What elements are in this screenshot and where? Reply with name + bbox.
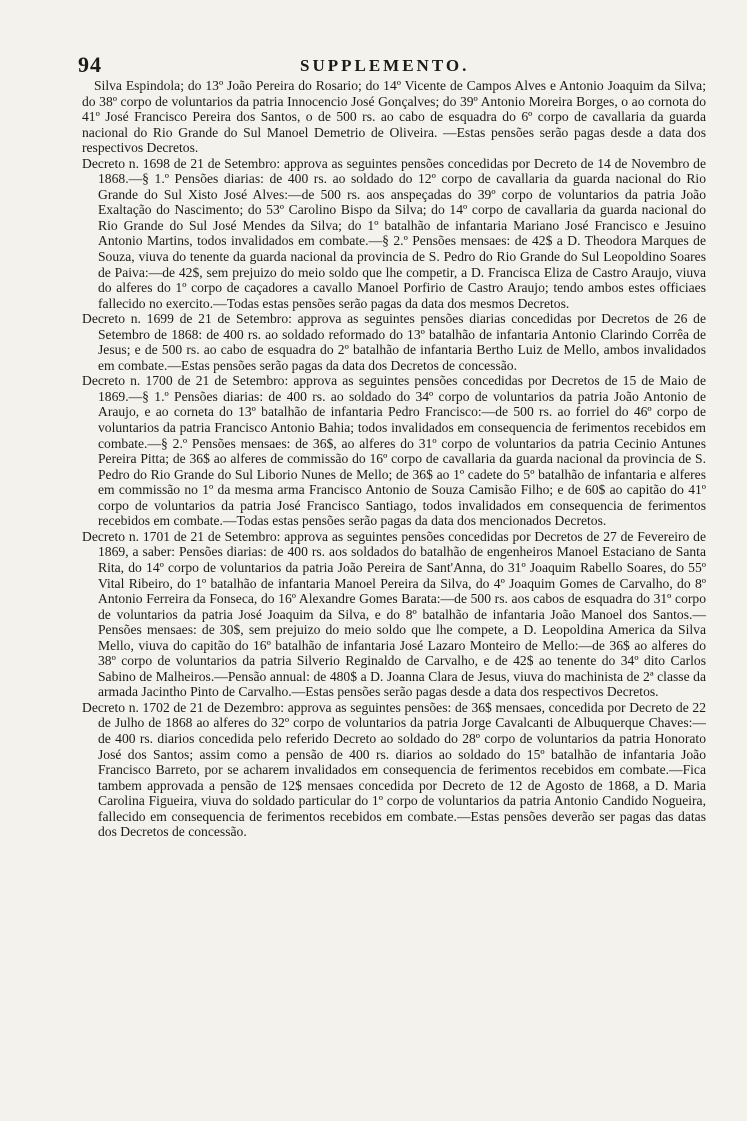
paragraph-decreto-1701: Decreto n. 1701 de 21 de Setembro: approva as seguintes pensões concedidas por Decretos de 27 de Fevereiro de 1869, a saber: Pensões diarias: de 400 rs. aos soldados do batalhão de engenheiros Manoel Estaciano de Santa Rita, do 14º corpo de voluntarios da patria João Pereira de Sant'Anna, do 31º Joaquim Rabello Soares, do 55º Vital Ribeiro, do 1º batalhão de infantaria Manoel Pereira da Silva, do 4º Joaquim Gomes de Carvalho, do 8º Antonio Ferreira da Fonseca, do 16º Alexandre Gomes Barata:—de 500 rs. aos cabos de esquadra do 31º corpo de voluntarios da patria José Joaquim da Silva, e do 8º batalhão de infantaria João Manoel dos Santos.—Pensões mensaes: de 30$, sem prejuizo do meio soldo que lhe compete, a D. Leopoldina America da Silva Mello, viuva do capitão do 16º batalhão de infantaria José Lazaro Monteiro de Mello:—de 36$ ao alferes do 38º corpo de voluntarios da patria Silverio Reginaldo de Carvalho, e de 42$ ao tenente do 34º dito Carlos Sabino de Malheiros.—Pensão annual: de 480$ a D. Joanna Clara de Jesus, viuva do machinista de 2ª classe da armada Jacintho Pinto de Carvalho.—Estas pensões serão pagas desde a data dos respectivos Decretos. [82, 528, 706, 700]
paragraph-decreto-1702: Decreto n. 1702 de 21 de Dezembro: approva as seguintes pensões: de 36$ mensaes, concedida por Decreto de 22 de Julho de 1868 ao alferes do 32º corpo de voluntarios da patria Jorge Cavalcanti de Albuquerque Chaves:—de 400 rs. diarios concedida pelo referido Decreto ao soldado do 28º corpo de voluntarios da patria Honorato José dos Santos; assim como a pensão de 400 rs. diarios ao soldado do 15º batalhão de infantaria João Francisco Barreto, por se acharem invalidados em consequencia de ferimentos recebidos em combate.—Fica tambem approvada a pensão de 12$ mensaes concedida por Decreto de 12 de Agosto de 1868, a D. Maria Carolina Figueira, viuva do soldado particular do 1º corpo de voluntarios da patria Antonio Candido Nogueira, fallecido em consequencia de ferimentos recebidos em combate.—Estas pensões deverão ser pagas das datas dos Decretos de concessão. [82, 699, 706, 840]
paragraph-decreto-1699: Decreto n. 1699 de 21 de Setembro: approva as seguintes pensões diarias concedidas por Decretos de 26 de Setembro de 1868: de 400 rs. ao soldado reformado do 13º batalhão de infantaria Antonio Clarindo Corrêa de Jesus; e de 500 rs. ao cabo de esquadra do 2º batalhão de infantaria Bertho Luiz de Mello, ambos invalidados em combate.—Estas pensões serão pagas da data dos Decretos de concessão. [82, 311, 706, 373]
paragraph-continuation: Silva Espindola; do 13º João Pereira do Rosario; do 14º Vicente de Campos Alves e Antonio Joaquim da Silva; do 38º corpo de voluntarios da patria Innocencio José Gonçalves; do 39º Antonio Moreira Borges, o ao cornota do 41º José Francisco Pereira dos Santos, o de 500 rs. ao cabo de esquadra do 6º corpo de cavallaria da guarda nacional do Rio Grande do Sul Manoel Demetrio de Oliveira. —Estas pensões serão pagas desde a data dos respectivos Decretos. [82, 78, 706, 156]
paragraph-decreto-1698: Decreto n. 1698 de 21 de Setembro: approva as seguintes pensões concedidas por Decreto de 14 de Novembro de 1868.—§ 1.º Pensões diarias: de 400 rs. ao soldado do 12º corpo de cavallaria da guarda nacional do Rio Grande do Sul Xisto José Alves:—de 500 rs. aos anspeçadas do 39º corpo de voluntarios da patria João Exaltação do Nascimento; do 53º Carolino Bispo da Silva; do 14º corpo de cavallaria da guarda nacional do Rio Grande do Sul José Mendes da Silva; do 1º batalhão de infantaria Mariano José Francisco e Jesuino Antonio Martins, todos invalidados em combate.—§ 2.º Pensões mensaes: de 42$ a D. Theodora Marques de Souza, viuva do tenente da guarda nacional da provincia de S. Pedro do Rio Grande do Sul Leopoldino Soares de Paiva:—de 42$, sem prejuizo do meio soldo que lhe competir, a D. Francisca Eliza de Castro Araujo, viuva do alferes do 1º corpo de caçadores a cavallo Manoel Porfirio de Castro Araujo; tendo ambos estes officiaes fallecido no exercito.—Todas estas pensões serão pagas da data dos mesmos Decretos. [82, 155, 706, 311]
paragraph-decreto-1700: Decreto n. 1700 de 21 de Setembro: approva as seguintes pensões concedidas por Decretos de 15 de Maio de 1869.—§ 1.º Pensões diarias: de 400 rs. ao soldado do 34º corpo de voluntarios da patria João Antonio de Araujo, e ao corneta do 13º batalhão de infantaria Pedro Francisco:—de 500 rs. ao forriel do 46º corpo de voluntarios da patria Francisco Antonio Bahia; todos invalidados em consequencia de ferimentos recebidos em combate.—§ 2.º Pensões mensaes: de 36$, ao alferes do 31º corpo de voluntarios da patria Cecinio Antunes Pereira Pitta; de 36$ ao alferes de commissão do 16º corpo de cavallaria da guarda nacional da provincia de S. Pedro do Rio Grande do Sul Liborio Nunes de Mello; de 36$ ao 1º cadete do 5º batalhão de infantaria e alferes em commissão no 1º da mesma arma Francisco Antonio de Souza Camisão Filho; e de 60$ ao capitão do 41º corpo de voluntarios da patria José Francisco Santiago, todos invalidados em consequencia de ferimentos recebidos em combate.—Todas estas pensões serão pagas da data dos mencionados Decretos. [82, 373, 706, 529]
page-number: 94 [78, 52, 102, 77]
running-title: SUPPLEMENTO. [300, 56, 470, 75]
body-text [82, 78, 706, 840]
